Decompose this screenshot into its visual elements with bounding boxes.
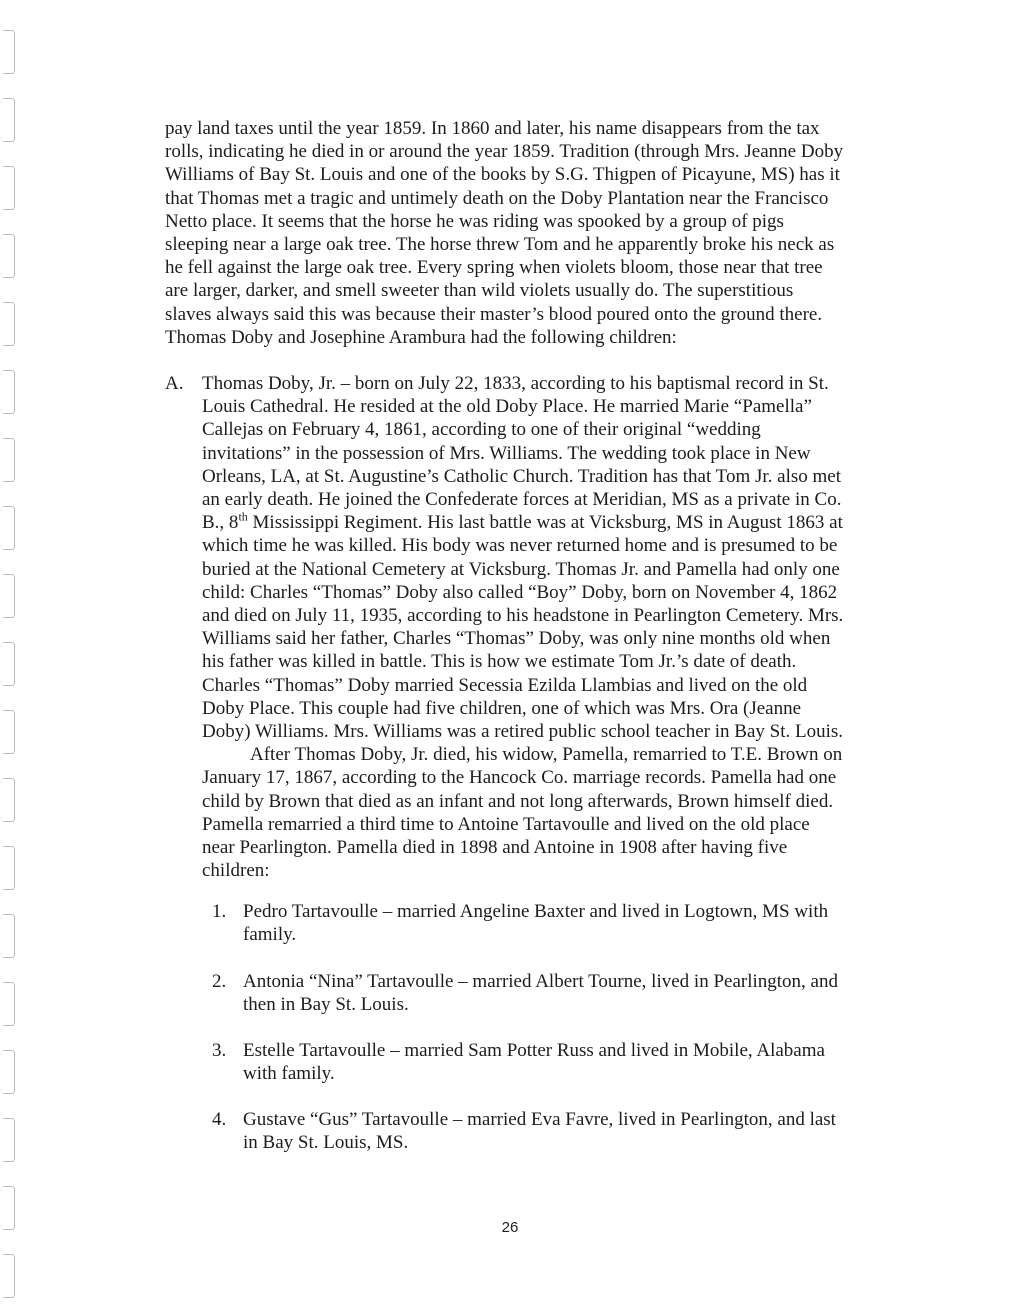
entry-line: Williams said her father, Charles “Thomas” Doby, was only nine months old when — [202, 628, 831, 650]
entry-line: Louis Cathedral. He resided at the old Doby Place. He married Marie “Pamella” — [202, 396, 812, 418]
list-item-line: Gustave “Gus” Tartavoulle – married Eva Favre, lived in Pearlington, and last — [243, 1109, 836, 1130]
intro-line: Netto place. It seems that the horse he was riding was spooked by a group of pigs — [165, 210, 784, 232]
binder-hole — [3, 30, 15, 74]
entry-line: which time he was killed. His body was never returned home and is presumed to be — [202, 535, 838, 557]
list-number: 2. — [212, 971, 227, 992]
intro-line: pay land taxes until the year 1859. In 1860 and later, his name disappears from the tax — [165, 118, 820, 139]
entry-line: Charles “Thomas” Doby married Secessia Ezilda Llambias and lived on the old — [202, 674, 808, 696]
binder-hole — [3, 302, 15, 346]
list-item-line: then in Bay St. Louis. — [243, 994, 409, 1016]
binder-hole — [3, 370, 15, 414]
entry-line-indented: After Thomas Doby, Jr. died, his widow, Pamella, remarried to T.E. Brown on — [250, 744, 843, 766]
list-number: 3. — [212, 1040, 227, 1061]
entry-line: Doby) Williams. Mrs. Williams was a retired public school teacher in Bay St. Louis. — [202, 721, 844, 743]
intro-line: Williams of Bay St. Louis and one of the books by S.G. Thigpen of Picayune, MS) has it — [165, 164, 840, 186]
entry-line: and died on July 11, 1935, according to his headstone in Pearlington Cemetery. Mrs. — [202, 605, 844, 627]
page-number: 26 — [501, 1219, 519, 1236]
binder-hole — [3, 982, 15, 1026]
list-item-line: Estelle Tartavoulle – married Sam Potter Russ and lived in Mobile, Alabama — [243, 1040, 825, 1061]
list-item-line: with family. — [243, 1063, 335, 1085]
binder-hole — [3, 98, 15, 142]
regiment-suffix: Mississippi Regiment. His last battle was at Vicksburg, MS in August 1863 at — [247, 512, 843, 534]
intro-line: slaves always said this was because their master’s blood poured onto the ground there. — [165, 303, 823, 325]
binder-hole — [3, 642, 15, 686]
binder-hole — [3, 438, 15, 482]
entry-line: Orleans, LA, at St. Augustine’s Catholic Church. Tradition has that Tom Jr. also met — [202, 465, 842, 487]
intro-line: Thomas Doby and Josephine Arambura had the following children: — [165, 326, 677, 348]
list-number: 1. — [212, 901, 227, 922]
list-item-line: Antonia “Nina” Tartavoulle – married Albert Tourne, lived in Pearlington, and — [243, 971, 838, 992]
entry-line: invitations” in the possession of Mrs. Williams. The wedding took place in New — [202, 442, 811, 464]
entry-line: buried at the National Cemetery at Vicksburg. Thomas Jr. and Pamella had only one — [202, 558, 840, 580]
list-item-line: in Bay St. Louis, MS. — [243, 1132, 409, 1154]
intro-line: rolls, indicating he died in or around the year 1859. Tradition (through Mrs. Jeanne Doby — [165, 141, 844, 163]
entry-marker: A. — [165, 373, 184, 394]
list-item-line: family. — [243, 924, 297, 946]
binder-hole — [3, 778, 15, 822]
binder-hole — [3, 234, 15, 278]
entry-line: his father was killed in battle. This is how we estimate Tom Jr.’s date of death. — [202, 651, 797, 673]
entry-line: near Pearlington. Pamella died in 1898 and Antoine in 1908 after having five — [202, 837, 788, 859]
binder-hole — [3, 914, 15, 958]
binder-hole — [3, 846, 15, 890]
entry-a-body — [202, 372, 907, 882]
entry-line-with-superscript — [202, 511, 907, 534]
binder-hole — [3, 1050, 15, 1094]
binder-hole — [3, 1254, 15, 1298]
list-number: 4. — [212, 1109, 227, 1130]
ordinal-superscript: th — [238, 509, 248, 524]
entry-line: Thomas Doby, Jr. – born on July 22, 1833, according to his baptismal record in St. — [202, 373, 829, 394]
intro-line: are larger, darker, and smell sweeter than wild violets usually do. The superstitious — [165, 280, 794, 302]
intro-line: he fell against the large oak tree. Every spring when violets bloom, those near that tree — [165, 257, 823, 279]
entry-line: child by Brown that died as an infant and not long afterwards, Brown himself died. — [202, 790, 834, 812]
intro-line: that Thomas met a tragic and untimely death on the Doby Plantation near the Francisco — [165, 187, 829, 209]
entry-line: Doby Place. This couple had five children, one of which was Mrs. Ora (Jeanne — [202, 697, 802, 719]
entry-line: Callejas on February 4, 1861, according to one of their original “wedding — [202, 419, 761, 441]
entry-line: an early death. He joined the Confederate forces at Meridian, MS as a private in Co. — [202, 489, 842, 511]
entry-line: children: — [202, 860, 270, 882]
binder-hole — [3, 1186, 15, 1230]
binder-hole — [3, 710, 15, 754]
regiment-prefix: B., 8 — [202, 512, 239, 534]
intro-paragraph — [165, 117, 910, 349]
intro-line: sleeping near a large oak tree. The horse threw Tom and he apparently broke his neck as — [165, 234, 835, 256]
list-item-line: Pedro Tartavoulle – married Angeline Baxter and lived in Logtown, MS with — [243, 901, 829, 922]
binder-holes — [0, 0, 20, 1315]
entry-line: Pamella remarried a third time to Antoine Tartavoulle and lived on the old place — [202, 813, 810, 835]
entry-line: January 17, 1867, according to the Hancock Co. marriage records. Pamella had one — [202, 767, 837, 789]
binder-hole — [3, 506, 15, 550]
binder-hole — [3, 574, 15, 618]
entry-line: child: Charles “Thomas” Doby also called “Boy” Doby, born on November 4, 1862 — [202, 581, 838, 603]
binder-hole — [3, 166, 15, 210]
binder-hole — [3, 1118, 15, 1162]
